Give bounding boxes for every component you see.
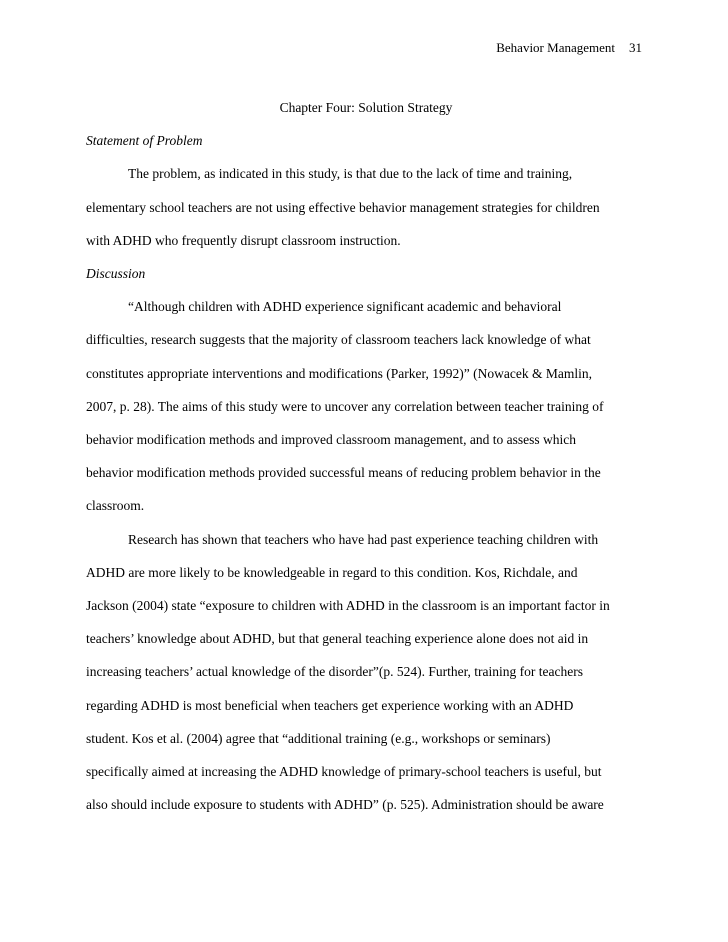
text-line: ADHD are more likely to be knowledgeable in regard to this condition. Kos, Richdale, and [86, 564, 578, 580]
text-line: student. Kos et al. (2004) agree that “additional training (e.g., workshops or seminars) [86, 730, 551, 746]
page-number: 31 [629, 40, 642, 55]
text-line: classroom. [86, 498, 145, 514]
body-text [86, 91, 646, 821]
text-line: teachers’ knowledge about ADHD, but that general teaching experience alone does not aid in [86, 631, 589, 647]
running-head [496, 40, 642, 56]
text-line: also should include exposure to students with ADHD” (p. 525). Administration should be aware [86, 797, 604, 813]
text-line: with ADHD who frequently disrupt classroom instruction. [86, 232, 401, 248]
running-head-title: Behavior Management [496, 40, 615, 55]
text-line: difficulties, research suggests that the majority of classroom teachers lack knowledge of what [86, 332, 591, 348]
text-line: 2007, p. 28). The aims of this study were to uncover any correlation between teacher training of [86, 398, 604, 414]
text-line: “Although children with ADHD experience significant academic and behavioral [128, 299, 562, 315]
section-heading-discussion: Discussion [86, 266, 146, 282]
paragraph-discussion-2 [86, 523, 646, 822]
text-line: Jackson (2004) state “exposure to children with ADHD in the classroom is an important factor in [86, 598, 610, 614]
text-line: Research has shown that teachers who have had past experience teaching children with [128, 531, 599, 547]
text-line: increasing teachers’ actual knowledge of the disorder”(p. 524). Further, training for teachers [86, 664, 584, 680]
section-heading-statement-of-problem: Statement of Problem [86, 133, 203, 149]
paragraph-problem-statement [86, 157, 646, 257]
text-line: constitutes appropriate interventions and modifications (Parker, 1992)” (Nowacek & Mamlin, [86, 365, 592, 381]
text-line: specifically aimed at increasing the ADHD knowledge of primary-school teachers is useful, but [86, 764, 602, 780]
chapter-title: Chapter Four: Solution Strategy [279, 100, 453, 115]
text-line: regarding ADHD is most beneficial when teachers get experience working with an ADHD [86, 697, 574, 713]
paragraph-discussion-1 [86, 290, 646, 522]
text-line: behavior modification methods and improved classroom management, and to assess which [86, 432, 577, 448]
text-line: behavior modification methods provided successful means of reducing problem behavior in the [86, 465, 601, 481]
text-line: elementary school teachers are not using effective behavior management strategies for children [86, 199, 600, 215]
text-line: The problem, as indicated in this study, is that due to the lack of time and training, [128, 166, 573, 182]
